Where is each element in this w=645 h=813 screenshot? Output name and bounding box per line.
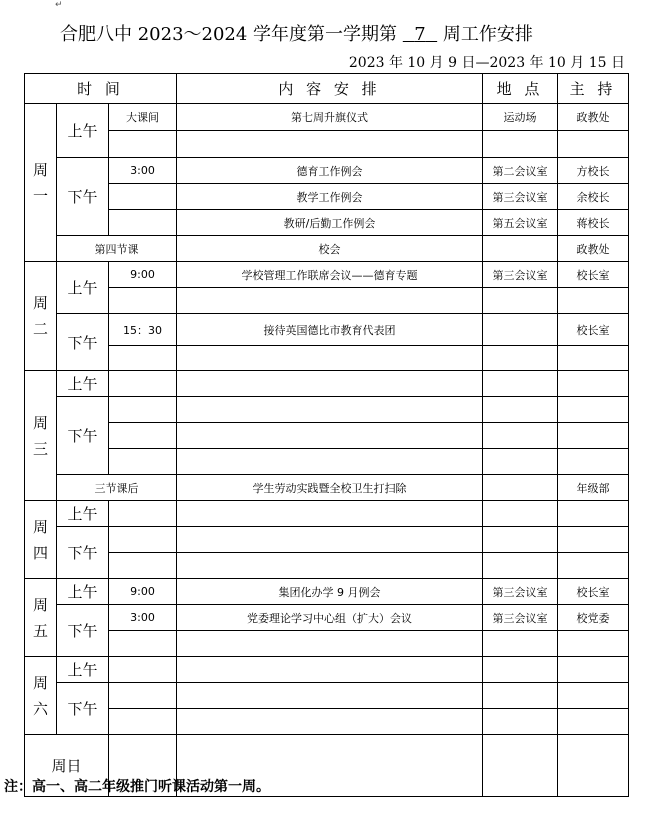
day-tuesday: 周二 [25,262,57,371]
table-row [25,657,629,683]
content-cell: 党委理论学习中心组（扩大）会议 [177,605,483,631]
pm-label: 下午 [57,158,109,236]
table-row [25,397,629,423]
am-label: 上午 [57,262,109,314]
table-row [25,288,629,314]
pm-label: 下午 [57,397,109,475]
host-cell: 方校长 [558,158,629,184]
content-cell: 学生劳动实践暨全校卫生打扫除 [177,475,483,501]
table-row [25,553,629,579]
header-content: 内 容 安 排 [177,74,483,104]
time-cell: 大课间 [109,104,177,131]
title-suffix: 周工作安排 [442,24,533,45]
table-row [25,683,629,709]
host-cell: 校党委 [558,605,629,631]
content-cell: 集团化办学 9 月例会 [177,579,483,605]
time-cell: 3:00 [109,605,177,631]
day-monday: 周一 [25,104,57,262]
week-number: 7 [414,24,426,45]
location-cell: 运动场 [483,104,558,131]
table-row [25,605,629,631]
time-cell: 3:00 [109,158,177,184]
am-label: 上午 [57,104,109,158]
table-row [25,709,629,735]
time-cell: 9:00 [109,262,177,288]
content-cell: 校会 [177,236,483,262]
table-row [25,423,629,449]
content-cell: 德育工作例会 [177,158,483,184]
pm-label: 下午 [57,527,109,579]
table-row [25,314,629,346]
location-cell: 第五会议室 [483,210,558,236]
table-row [25,158,629,184]
header-time: 时 间 [25,74,177,104]
host-cell: 校长室 [558,579,629,605]
table-row [25,131,629,158]
time-cell: 9:00 [109,579,177,605]
location-cell: 第三会议室 [483,262,558,288]
table-row [25,475,629,501]
schedule-table [24,73,629,797]
host-cell: 政教处 [558,236,629,262]
pm-label: 下午 [57,314,109,371]
day-sunday: 周日 [25,735,109,797]
content-cell: 教研/后勤工作例会 [177,210,483,236]
date-range: 2023 年 10 月 9 日—2023 年 10 月 15 日 [348,55,625,71]
day-friday: 周五 [25,579,57,657]
table-row [25,184,629,210]
table-row [25,346,629,371]
location-cell: 第二会议室 [483,158,558,184]
host-cell: 校长室 [558,262,629,288]
day-saturday: 周六 [25,657,57,735]
table-header-row [25,74,629,104]
location-cell: 第三会议室 [483,605,558,631]
content-cell: 教学工作例会 [177,184,483,210]
title-prefix: 合肥八中 2023～2024 学年度第一学期第 [60,24,398,45]
time-cell: 三节课后 [57,475,177,501]
table-row [25,449,629,475]
am-label: 上午 [57,501,109,527]
host-cell: 校长室 [558,314,629,346]
pm-label: 下午 [57,683,109,735]
table-row [25,579,629,605]
location-cell: 第三会议室 [483,579,558,605]
table-row [25,104,629,131]
header-host: 主 持 [558,74,629,104]
footnote: 注：高一、高二年级推门听课活动第一周。 [4,779,270,795]
table-row [25,527,629,553]
table-row [25,631,629,657]
table-row [25,262,629,288]
time-cell: 第四节课 [57,236,177,262]
table-row [25,210,629,236]
document-title [60,20,533,46]
content-cell: 学校管理工作联席会议——德育专题 [177,262,483,288]
host-cell: 年级部 [558,475,629,501]
time-cell: 15：30 [109,314,177,346]
host-cell: 政教处 [558,104,629,131]
day-thursday: 周四 [25,501,57,579]
content-cell: 接待英国德比市教育代表团 [177,314,483,346]
table-row [25,501,629,527]
content-cell: 第七周升旗仪式 [177,104,483,131]
pm-label: 下午 [57,605,109,657]
am-label: 上午 [57,579,109,605]
paragraph-mark-icon: ↵ [55,0,63,10]
am-label: 上午 [57,371,109,397]
header-location: 地 点 [483,74,558,104]
host-cell: 蒋校长 [558,210,629,236]
am-label: 上午 [57,657,109,683]
location-cell: 第三会议室 [483,184,558,210]
table-row [25,236,629,262]
day-wednesday: 周三 [25,371,57,501]
table-row [25,371,629,397]
host-cell: 余校长 [558,184,629,210]
